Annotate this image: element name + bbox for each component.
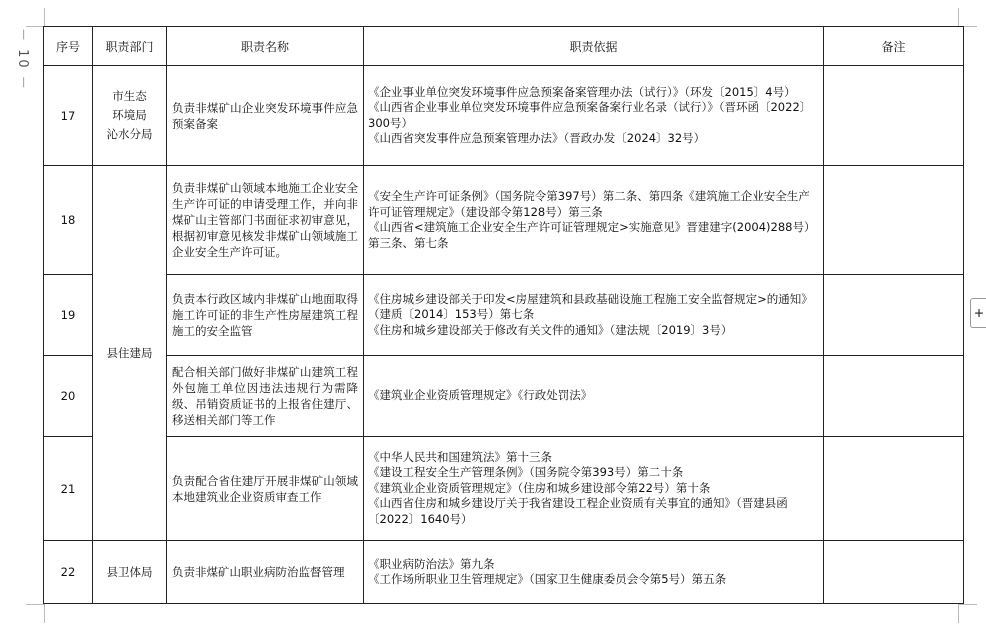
basis-line: 《职业病防治法》第九条	[368, 556, 495, 571]
row-number: 20	[44, 356, 93, 437]
row-duty-name: 负责非煤矿山企业突发环境事件应急预案备案	[167, 66, 364, 166]
row-remark	[824, 356, 964, 437]
row-basis	[364, 356, 824, 437]
dept-line: 市生态	[112, 89, 147, 103]
table-row	[44, 356, 964, 437]
row-number: 18	[44, 166, 93, 275]
row-remark	[824, 166, 964, 275]
row-duty-name: 负责配合省住建厅开展非煤矿山领域本地建筑业企业资质审查工作	[167, 437, 364, 541]
row-basis	[364, 437, 824, 541]
row-duty-name: 负责非煤矿山职业病防治监督管理	[167, 541, 364, 604]
basis-line: 《中华人民共和国建筑法》第十三条	[368, 449, 552, 464]
row-remark	[824, 437, 964, 541]
header-name: 职责名称	[167, 27, 364, 66]
row-remark	[824, 66, 964, 166]
crop-mark-bottom-left	[26, 604, 45, 623]
basis-line: 《住房和城乡建设部关于修改有关文件的通知》（建法规〔2019〕3号）	[368, 322, 733, 337]
basis-line: 《山西省住房和城乡建设厅关于我省建设工程企业资质有关事宜的通知》（晋建县函〔2022〕1640号）	[368, 496, 788, 526]
basis-line: 《山西省企业事业单位突发环境事件应急预案备案行业名录（试行）》（晋环函〔2022〕300号）	[368, 100, 812, 130]
row-basis	[364, 166, 824, 275]
row-basis	[364, 66, 824, 166]
crop-mark-top-right	[958, 8, 977, 27]
dept-line: 沁水分局	[106, 127, 153, 141]
table-row	[44, 541, 964, 604]
row-dept: 县卫体局	[93, 541, 167, 604]
row-duty-name: 负责非煤矿山领域本地施工企业安全生产许可证的申请受理工作，并向非煤矿山主管部门书面征求初审意见，根据初审意见核发非煤矿山领域施工企业安全生产许可证。	[167, 166, 364, 275]
table-header-row	[44, 27, 964, 66]
table-row	[44, 166, 964, 275]
duty-table	[43, 26, 964, 604]
crop-mark-top-left	[26, 8, 45, 27]
row-remark	[824, 541, 964, 604]
row-duty-name: 负责本行政区域内非煤矿山地面取得施工许可证的非生产性房屋建筑工程施工的安全监管	[167, 275, 364, 356]
basis-line: 《安全生产许可证条例》（国务院令第397号）第二条、第四条《建筑施工企业安全生产许可证管理规定》（建设部令第128号）第三条	[368, 189, 810, 219]
row-number: 22	[44, 541, 93, 604]
table-row	[44, 66, 964, 166]
basis-line: 《住房城乡建设部关于印发<房屋建筑和县政基础设施工程施工安全监督规定>的通知》（建质〔2014〕153号）第七条	[368, 291, 813, 322]
crop-mark-bottom-right	[958, 604, 977, 623]
row-remark	[824, 275, 964, 356]
row-dept-merged: 县住建局	[93, 166, 167, 541]
header-no: 序号	[44, 27, 93, 66]
row-number: 17	[44, 66, 93, 166]
basis-line: 《建筑业企业资质管理规定》《行政处罚法》	[368, 388, 593, 403]
row-number: 19	[44, 275, 93, 356]
row-duty-name: 配合相关部门做好非煤矿山建筑工程外包施工单位因违法违规行为需降级、吊销资质证书的上报省住建厅、移送相关部门等工作	[167, 356, 364, 437]
header-basis: 职责依据	[364, 27, 824, 66]
basis-line: 《建设工程安全生产管理条例》（国务院令第393号）第二十条	[368, 465, 684, 480]
basis-line: 《山西省突发事件应急预案管理办法》（晋政办发〔2024〕32号）	[368, 131, 706, 145]
basis-line: 《工作场所职业卫生管理规定》（国家卫生健康委员会令第5号）第五条	[368, 572, 727, 586]
table-row	[44, 275, 964, 356]
table-row	[44, 437, 964, 541]
row-basis	[364, 275, 824, 356]
header-remark: 备注	[824, 27, 964, 66]
row-basis	[364, 541, 824, 604]
basis-line: 《企业事业单位突发环境事件应急预案备案管理办法（试行）》（环发〔2015〕4号）	[368, 84, 796, 99]
basis-line: 《建筑业企业资质管理规定》（住房和城乡建设部令第22号）第十条	[368, 480, 711, 495]
dept-line: 环境局	[112, 108, 147, 122]
page-number: － 10 －	[15, 28, 30, 91]
row-number: 21	[44, 437, 93, 541]
row-dept	[93, 66, 167, 166]
header-dept: 职责部门	[93, 27, 167, 66]
basis-line: 《山西省<建筑施工企业安全生产许可证管理规定>实施意见》晋建建字(2004)288号）第三条、第七条	[368, 220, 816, 250]
expand-panel-button[interactable]: +	[970, 298, 986, 328]
